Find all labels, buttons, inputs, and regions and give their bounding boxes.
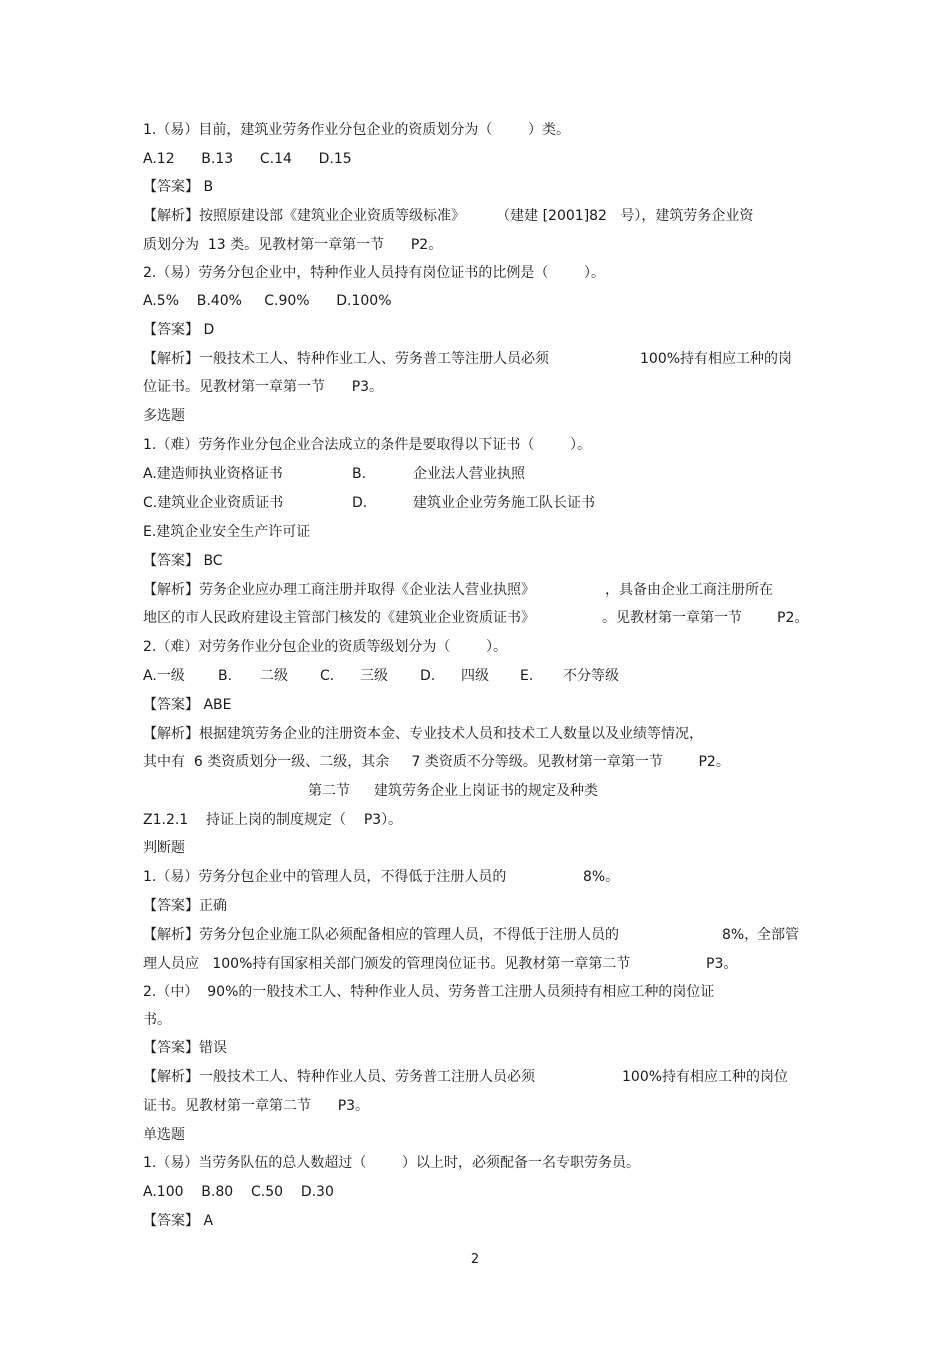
- m1-analysis-ref: P2。: [777, 610, 809, 626]
- j2-stem: 2.（中） 90%的一般技术工人、特种作业人员、劳务普工注册人员须持有相应工种的岗位证: [143, 984, 715, 1000]
- q2-analysis: 【解析】一般技术工人、特种作业工人、劳务普工等注册人员必须: [143, 351, 549, 367]
- m1-option-b-letter: B.: [352, 466, 367, 482]
- m2-option-c-letter: C.: [320, 668, 335, 684]
- m1-stem: 1.（难）劳务作业分包企业合法成立的条件是要取得以下证书（ ）。: [143, 437, 591, 453]
- m1-option-a: A.建造师执业资格证书: [143, 466, 283, 482]
- q2-options: A.5% B.40% C.90% D.100%: [143, 293, 392, 309]
- section-number: 第二节: [308, 783, 350, 799]
- j1-answer: 【答案】正确: [143, 898, 227, 914]
- m1-analysis-tail: ，具备由企业工商注册所在: [605, 582, 773, 598]
- section-title: 建筑劳务企业上岗证书的规定及种类: [374, 783, 598, 799]
- m2-answer: 【答案】 ABE: [143, 697, 232, 713]
- m2-option-e: 不分等级: [563, 668, 619, 684]
- m1-option-b: 企业法人营业执照: [413, 466, 525, 482]
- heading-multi-choice: 多选题: [143, 408, 185, 424]
- m2-option-a: A.一级: [143, 668, 185, 684]
- s1-answer: 【答案】 A: [143, 1213, 214, 1229]
- j1-analysis-ref: P3。: [706, 956, 738, 972]
- m1-analysis: 【解析】劳务企业应办理工商注册并取得《企业法人营业执照》: [143, 582, 535, 598]
- page-number: 2: [470, 1252, 480, 1267]
- j1-stem-tail: 8%。: [583, 869, 620, 885]
- j2-stem-cont: 书。: [143, 1012, 171, 1028]
- m2-analysis: 【解析】根据建筑劳务企业的注册资本金、专业技术人员和技术工人数量以及业绩等情况，: [143, 726, 703, 742]
- m1-option-d: 建筑业企业劳务施工队长证书: [413, 495, 595, 511]
- heading-single-choice: 单选题: [143, 1127, 185, 1143]
- heading-true-false: 判断题: [143, 840, 185, 856]
- j1-stem: 1.（易）劳务分包企业中的管理人员，不得低于注册人员的: [143, 869, 507, 885]
- s1-options: A.100 B.80 C.50 D.30: [143, 1184, 334, 1200]
- m2-analysis-cont: 其中有 6 类资质划分一级、二级，其余 7 类资质不分等级。见教材第一章第一节 P2。: [143, 754, 730, 770]
- j2-answer: 【答案】错误: [143, 1040, 227, 1056]
- j1-analysis-pct: 8%，: [722, 927, 759, 943]
- j1-analysis: 【解析】劳务分包企业施工队必须配备相应的管理人员，不得低于注册人员的: [143, 927, 619, 943]
- m2-stem: 2.（难）对劳务作业分包企业的资质等级划分为（ ）。: [143, 639, 507, 655]
- q1-stem: 1.（易）目前，建筑业劳务作业分包企业的资质划分为（ ）类。: [143, 122, 570, 138]
- q2-analysis-cont: 位证书。见教材第一章第一节 P3。: [143, 379, 384, 395]
- q1-analysis-cont: 质划分为 13 类。见教材第一章第一节 P2。: [143, 237, 443, 253]
- m1-analysis-cont: 地区的市人民政府建设主管部门核发的《建筑业企业资质证书》: [143, 610, 535, 626]
- m2-option-b-letter: B.: [218, 668, 233, 684]
- topic-heading: Z1.2.1 持证上岗的制度规定（ P3）。: [143, 812, 403, 828]
- m2-option-b: 二级: [260, 668, 288, 684]
- m2-option-d-letter: D.: [420, 668, 436, 684]
- m1-option-c: C.建筑业企业资质证书: [143, 495, 284, 511]
- q2-stem: 2.（易）劳务分包企业中，特种作业人员持有岗位证书的比例是（ ）。: [143, 265, 605, 281]
- q2-analysis-tail: 100%持有相应工种的岗: [640, 351, 793, 367]
- m2-option-c: 三级: [360, 668, 388, 684]
- j2-analysis: 【解析】一般技术工人、特种作业人员、劳务普工注册人员必须: [143, 1069, 535, 1085]
- j2-analysis-cont: 证书。见教材第一章第二节 P3。: [143, 1098, 370, 1114]
- j2-analysis-tail: 100%持有相应工种的岗位: [622, 1069, 789, 1085]
- q1-analysis: 【解析】按照原建设部《建筑业企业资质等级标准》 （建建 [2001]82 号），建筑劳务企业资: [143, 208, 754, 224]
- m1-option-d-letter: D.: [352, 495, 368, 511]
- q2-answer: 【答案】 D: [143, 322, 215, 338]
- j1-analysis-tail: 全部管: [757, 927, 799, 943]
- m1-option-e: E.建筑企业安全生产许可证: [143, 524, 311, 540]
- q1-answer: 【答案】 B: [143, 179, 214, 195]
- j1-analysis-cont: 理人员应 100%持有国家相关部门颁发的管理岗位证书。见教材第一章第二节: [143, 956, 631, 972]
- q1-options: A.12 B.13 C.14 D.15: [143, 151, 352, 167]
- m2-option-e-letter: E.: [520, 668, 534, 684]
- m1-analysis-cont-tail: 。见教材第一章第一节: [602, 610, 742, 626]
- s1-stem: 1.（易）当劳务队伍的总人数超过（ ）以上时，必须配备一名专职劳务员。: [143, 1155, 640, 1171]
- m2-option-d: 四级: [461, 668, 489, 684]
- m1-answer: 【答案】 BC: [143, 553, 223, 569]
